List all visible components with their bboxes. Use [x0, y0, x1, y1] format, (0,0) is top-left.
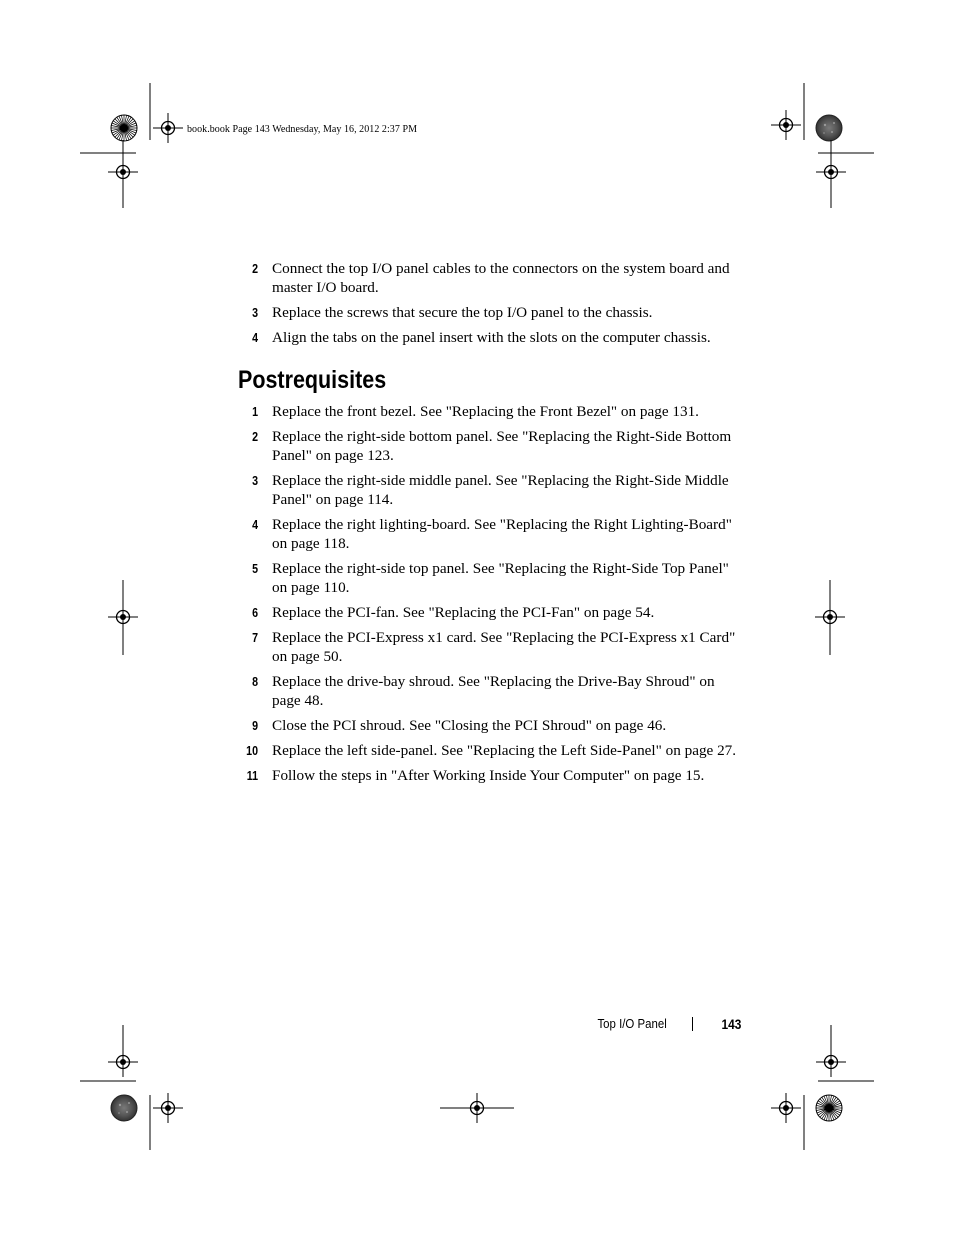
- footer-divider: [692, 1017, 693, 1031]
- step-number: 2: [252, 429, 258, 444]
- step-number: 8: [252, 674, 258, 689]
- step-text: Replace the left side-panel. See "Replacing the Left Side-Panel" on page 27.: [272, 742, 737, 759]
- list-item: [236, 766, 746, 785]
- step-text: Replace the PCI-Express x1 card. See "Replacing the PCI-Express x1 Card" on page 50.: [272, 629, 736, 665]
- step-number: 2: [252, 261, 258, 276]
- step-text: Replace the front bezel. See "Replacing the Front Bezel" on page 131.: [272, 403, 699, 420]
- page-number: 143: [721, 1016, 741, 1032]
- step-text: Close the PCI shroud. See "Closing the PCI Shroud" on page 46.: [272, 717, 667, 734]
- step-number: 4: [252, 517, 258, 532]
- section-heading: Postrequisites: [238, 366, 387, 394]
- footer-chapter-title: Top I/O Panel: [597, 1016, 667, 1031]
- step-number: 4: [252, 330, 258, 345]
- step-number: 6: [252, 605, 258, 620]
- color-bar-target-icon: [111, 1095, 137, 1121]
- list-item: [236, 515, 746, 553]
- list-item: [236, 402, 746, 421]
- step-text: Replace the right-side middle panel. See "Replacing the Right-Side Middle Panel" on page 114.: [272, 472, 729, 508]
- continued-steps-list: [236, 259, 746, 353]
- list-item: [236, 427, 746, 465]
- color-bar-target-icon: [816, 115, 842, 141]
- step-number: 11: [246, 768, 258, 783]
- list-item: [236, 328, 746, 347]
- step-number: 3: [252, 473, 258, 488]
- list-item: [236, 559, 746, 597]
- step-text: Replace the right-side bottom panel. See "Replacing the Right-Side Bottom Panel" on page 123.: [272, 428, 732, 464]
- list-item: [236, 303, 746, 322]
- starburst-target-icon: [111, 115, 137, 141]
- registration-mark-icon: [771, 110, 801, 140]
- print-slug: book.book Page 143 Wednesday, May 16, 2012 2:37 PM: [187, 124, 418, 135]
- step-text: Replace the right-side top panel. See "Replacing the Right-Side Top Panel" on page 110.: [272, 560, 729, 596]
- step-text: Replace the right lighting-board. See "Replacing the Right Lighting-Board" on page 118.: [272, 516, 732, 552]
- list-item: [236, 603, 746, 622]
- step-number: 1: [252, 404, 258, 419]
- step-text: Replace the screws that secure the top I/O panel to the chassis.: [272, 304, 653, 321]
- step-number: 3: [252, 305, 258, 320]
- step-text: Follow the steps in "After Working Inside Your Computer" on page 15.: [272, 767, 705, 784]
- postrequisites-list: [236, 402, 746, 791]
- step-number: 9: [252, 718, 258, 733]
- step-text: Connect the top I/O panel cables to the connectors on the system board and master I/O board.: [272, 260, 730, 296]
- step-number: 7: [252, 630, 258, 645]
- list-item: [236, 259, 746, 297]
- registration-mark-icon: [771, 1093, 801, 1123]
- step-text: Replace the drive-bay shroud. See "Replacing the Drive-Bay Shroud" on page 48.: [272, 673, 715, 709]
- list-item: [236, 672, 746, 710]
- starburst-target-icon: [816, 1095, 842, 1121]
- registration-mark-icon: [153, 1093, 183, 1123]
- step-number: 5: [252, 561, 258, 576]
- list-item: [236, 716, 746, 735]
- step-text: Replace the PCI-fan. See "Replacing the PCI-Fan" on page 54.: [272, 604, 655, 621]
- registration-mark-icon: [153, 113, 183, 143]
- list-item: [236, 471, 746, 509]
- step-text: Align the tabs on the panel insert with the slots on the computer chassis.: [272, 329, 711, 346]
- list-item: [236, 628, 746, 666]
- step-number: 10: [246, 743, 258, 758]
- list-item: [236, 741, 746, 760]
